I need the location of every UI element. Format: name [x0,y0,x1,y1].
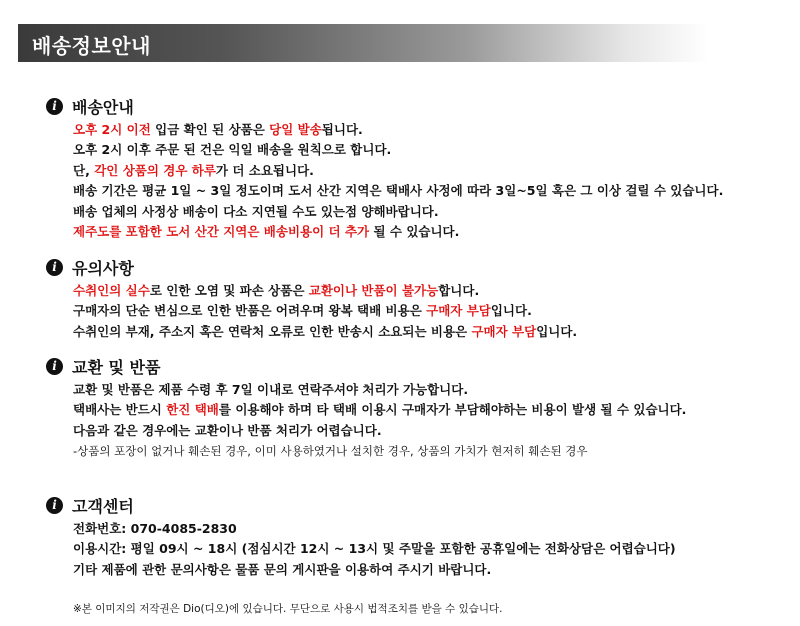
line-text: 합니다. [438,283,480,298]
highlight-text: 제주도를 포함한 도서 산간 지역은 배송비용이 더 추가 [73,224,370,240]
exchange-line [73,421,686,441]
support-section [46,494,676,580]
line-text: 택배사는 반드시 [73,402,167,418]
line-text: 구매자의 단순 변심으로 인한 반품은 어려우며 왕복 택배 비용은 [73,303,427,319]
line-text: 를 이용해야 하며 타 택배 이용시 구매자가 부담해야하는 비용이 발생 될 수 있습니다. [218,402,687,418]
line-text: 될 수 있습니다. [369,224,460,240]
highlight-text: 당일 발송 [269,122,322,137]
exchange-lines [73,380,686,462]
exchange-line [73,441,686,461]
highlight-text: 교환이나 반품이 불가능 [308,283,439,298]
caution-line [73,322,577,342]
line-text: 입니다. [490,303,532,319]
line-text: 전화번호: 070-4085-2830 [73,521,237,536]
support-hours [73,539,676,559]
page-title: 배송정보안내 [32,34,151,58]
shipping-line [73,202,723,222]
support-phone [73,519,676,539]
shipping-line [73,181,723,201]
shipping-section [46,95,723,242]
caution-line [73,301,577,321]
highlight-text: 한진 택배 [166,402,219,418]
info-icon: i [46,497,63,514]
support-inquiry [73,560,676,580]
highlight-text: 각인 상품의 경우 하루 [94,162,216,178]
caution-heading [46,256,577,278]
line-text: 입니다. [536,323,578,339]
shipping-heading [46,95,723,117]
highlight-text: 구매자 부담 [426,303,491,319]
line-text: 가 더 소요됩니다. [215,162,314,178]
caution-line [73,281,577,301]
shipping-line [73,161,723,181]
support-heading [46,494,676,516]
support-title: 고객센터 [72,496,134,516]
line-text: 이용시간: 평일 09시 ~ 18시 (점심시간 12시 ~ 13시 및 주말을 포함한 공휴일에는 전화상담은 어렵습니다) [73,541,676,557]
support-lines [73,519,676,580]
line-text: 입금 확인 된 상품은 [150,122,270,137]
shipping-line [73,120,723,140]
shipping-lines [73,120,723,242]
line-text: 오후 2시 이후 주문 된 건은 익일 배송을 원칙으로 합니다. [73,142,392,158]
highlight-text: 오후 2시 이전 [73,122,151,137]
shipping-line [73,140,723,160]
caution-section [46,256,577,342]
caution-lines [73,281,577,342]
line-text: 다음과 같은 경우에는 교환이나 반품 처리가 어렵습니다. [73,422,382,438]
exchange-section [46,355,686,462]
exchange-line [73,380,686,400]
header-banner [18,24,708,62]
shipping-title: 배송안내 [72,97,134,117]
line-text: 단, [73,162,95,178]
highlight-text: 구매자 부담 [471,323,537,339]
info-icon: i [46,98,63,115]
shipping-line [73,222,723,242]
line-text: 됩니다. [321,122,363,137]
line-text: 기타 제품에 관한 문의사항은 물품 문의 게시판을 이용하여 주시기 바랍니다. [73,561,492,577]
info-icon: i [46,358,63,375]
line-text: 배송 기간은 평균 1일 ~ 3일 정도이며 도서 산간 지역은 택배사 사정에 따라 3일~5일 혹은 그 이상 걸릴 수 있습니다. [73,183,724,199]
line-text: 교환 및 반품은 제품 수령 후 7일 이내로 연락주셔야 처리가 가능합니다. [73,382,469,397]
line-text: 배송 업체의 사정상 배송이 다소 지연될 수도 있는점 양해바랍니다. [73,203,439,219]
exchange-title: 교환 및 반품 [72,357,161,377]
line-text: 로 인한 오염 및 파손 상품은 [149,283,309,298]
line-text: -상품의 포장이 없거나 훼손된 경우, 이미 사용하였거나 설치한 경우, 상품의 가치가 현저히 훼손된 경우 [73,444,588,459]
info-icon: i [46,259,63,276]
copyright-notice: ※본 이미지의 저작권은 Dio(디오)에 있습니다. 무단으로 사용시 법적조치를 받을 수 있습니다. [73,603,503,615]
exchange-heading [46,355,686,377]
line-text: 수취인의 부재, 주소지 혹은 연락처 오류로 인한 반송시 소요되는 비용은 [73,323,472,339]
caution-title: 유의사항 [72,258,134,278]
exchange-line [73,400,686,420]
highlight-text: 수취인의 실수 [73,283,150,298]
